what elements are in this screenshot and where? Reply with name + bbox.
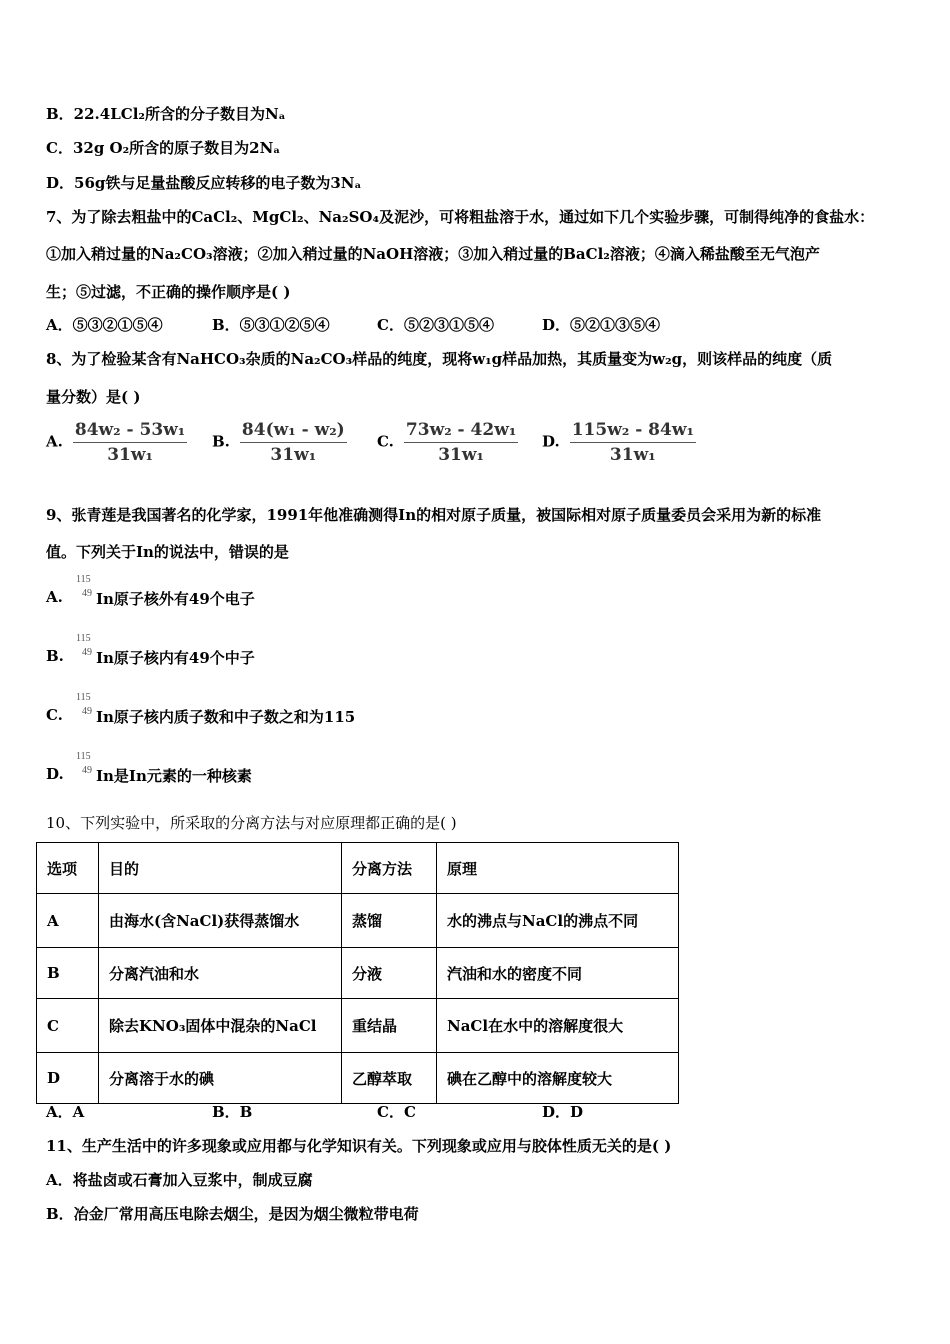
q9-option-a-text: In原子核外有49个电子 <box>96 590 255 608</box>
q10-table <box>36 842 679 1104</box>
table-cell: 分离溶于水的碘 <box>99 1053 342 1104</box>
q9-option-c-text: In原子核内质子数和中子数之和为115 <box>96 708 356 726</box>
table-row <box>37 1053 679 1104</box>
q8-option-b <box>212 420 347 465</box>
table-cell: A <box>37 894 99 948</box>
q7-stem-line3: 生；⑤过滤，不正确的操作顺序是( ) <box>46 283 291 301</box>
q7-option-b: B．⑤③①②⑤④ <box>212 316 330 334</box>
table-row <box>37 894 679 948</box>
q8-option-d-numerator: 115w₂ - 84w₁ <box>570 420 696 443</box>
table-cell: 碘在乙醇中的溶解度较大 <box>437 1053 679 1104</box>
q8-option-c-fraction <box>404 420 518 465</box>
q8-option-d-fraction <box>570 420 696 465</box>
q8-option-a-fraction <box>73 420 187 465</box>
q8-option-d-denominator: 31w₁ <box>609 445 656 465</box>
q10-option-b: B．B <box>212 1103 253 1121</box>
q8-option-a-numerator: 84w₂ - 53w₁ <box>73 420 187 443</box>
table-row <box>37 948 679 999</box>
q9-option-a-label: A. <box>46 588 63 606</box>
q8-option-b-denominator: 31w₁ <box>270 445 317 465</box>
q6-option-d: D．56g铁与足量盐酸反应转移的电子数为3Nₐ <box>46 174 362 192</box>
q8-option-b-numerator: 84(w₁ - w₂) <box>240 420 347 443</box>
table-cell: 重结晶 <box>342 999 437 1053</box>
table-cell: 蒸馏 <box>342 894 437 948</box>
q9-c-mass-number: 115 <box>76 692 91 703</box>
q8-option-a <box>46 420 187 465</box>
q10-option-c: C．C <box>377 1103 416 1121</box>
q6-option-c: C．32g O₂所含的原子数目为2Nₐ <box>46 139 281 157</box>
table-cell: 除去KNO₃固体中混杂的NaCl <box>99 999 342 1053</box>
q8-option-d-label: D. <box>542 432 560 451</box>
q7-stem-line2: ①加入稍过量的Na₂CO₃溶液；②加入稍过量的NaOH溶液；③加入稍过量的BaCl₂溶液；④滴入稀盐酸至无气泡产 <box>46 245 820 263</box>
q9-stem-line2: 值。下列关于In的说法中，错误的是 <box>46 543 289 561</box>
table-cell: 分液 <box>342 948 437 999</box>
q7-option-c: C．⑤②③①⑤④ <box>377 316 494 334</box>
q7-option-d: D．⑤②①③⑤④ <box>542 316 661 334</box>
table-row <box>37 999 679 1053</box>
table-header-row <box>37 843 679 894</box>
q11-option-a: A．将盐卤或石膏加入豆浆中，制成豆腐 <box>46 1171 313 1189</box>
q11-option-b: B．冶金厂常用高压电除去烟尘，是因为烟尘微粒带电荷 <box>46 1205 419 1223</box>
table-cell: 汽油和水的密度不同 <box>437 948 679 999</box>
q8-option-a-label: A. <box>46 432 63 451</box>
table-header-cell: 目的 <box>99 843 342 894</box>
q9-d-atomic-number: 49 <box>82 765 92 776</box>
q8-option-a-denominator: 31w₁ <box>107 445 153 465</box>
q8-stem-line2: 量分数）是( ) <box>46 388 141 406</box>
q10-option-d: D．D <box>542 1103 584 1121</box>
q9-option-d-label: D. <box>46 765 64 783</box>
q8-stem-line1: 8、为了检验某含有NaHCO₃杂质的Na₂CO₃样品的纯度，现将w₁g样品加热，其质量变为w₂g，则该样品的纯度（质 <box>46 350 833 368</box>
table-header-cell: 选项 <box>37 843 99 894</box>
table-cell: C <box>37 999 99 1053</box>
q10-stem: 10、下列实验中，所采取的分离方法与对应原理都正确的是( ) <box>46 814 457 832</box>
q8-option-c-numerator: 73w₂ - 42w₁ <box>404 420 518 443</box>
q9-b-atomic-number: 49 <box>82 647 92 658</box>
q9-a-mass-number: 115 <box>76 574 91 585</box>
q8-option-c-denominator: 31w₁ <box>438 445 484 465</box>
q8-option-b-label: B. <box>212 432 230 451</box>
table-cell: 水的沸点与NaCl的沸点不同 <box>437 894 679 948</box>
table-cell: 由海水(含NaCl)获得蒸馏水 <box>99 894 342 948</box>
q9-d-mass-number: 115 <box>76 751 91 762</box>
q9-option-c-label: C. <box>46 706 63 724</box>
table-cell: D <box>37 1053 99 1104</box>
table-cell: 分离汽油和水 <box>99 948 342 999</box>
q9-option-b-text: In原子核内有49个中子 <box>96 649 255 667</box>
table-header-cell: 分离方法 <box>342 843 437 894</box>
q9-option-d-text: In是In元素的一种核素 <box>96 767 252 785</box>
q11-stem: 11、生产生活中的许多现象或应用都与化学知识有关。下列现象或应用与胶体性质无关的是( ) <box>46 1137 672 1155</box>
q7-stem-line1: 7、为了除去粗盐中的CaCl₂、MgCl₂、Na₂SO₄及泥沙，可将粗盐溶于水，通过如下几个实验步骤，可制得纯净的食盐水： <box>46 208 875 226</box>
q8-option-b-fraction <box>240 420 347 465</box>
q8-option-c <box>377 420 518 465</box>
table-cell: 乙醇萃取 <box>342 1053 437 1104</box>
q9-c-atomic-number: 49 <box>82 706 92 717</box>
q8-option-d <box>542 420 696 465</box>
q7-option-a: A．⑤③②①⑤④ <box>46 316 163 334</box>
q10-option-a: A．A <box>46 1103 85 1121</box>
table-cell: B <box>37 948 99 999</box>
q9-stem-line1: 9、张青莲是我国著名的化学家，1991年他准确测得In的相对原子质量，被国际相对原子质量委员会采用为新的标准 <box>46 506 822 524</box>
q8-option-c-label: C. <box>377 432 394 451</box>
q6-option-b: B．22.4LCl₂所含的分子数目为Nₐ <box>46 105 286 123</box>
q9-b-mass-number: 115 <box>76 633 91 644</box>
q9-option-b-label: B. <box>46 647 64 665</box>
q9-a-atomic-number: 49 <box>82 588 92 599</box>
table-cell: NaCl在水中的溶解度很大 <box>437 999 679 1053</box>
table-header-cell: 原理 <box>437 843 679 894</box>
